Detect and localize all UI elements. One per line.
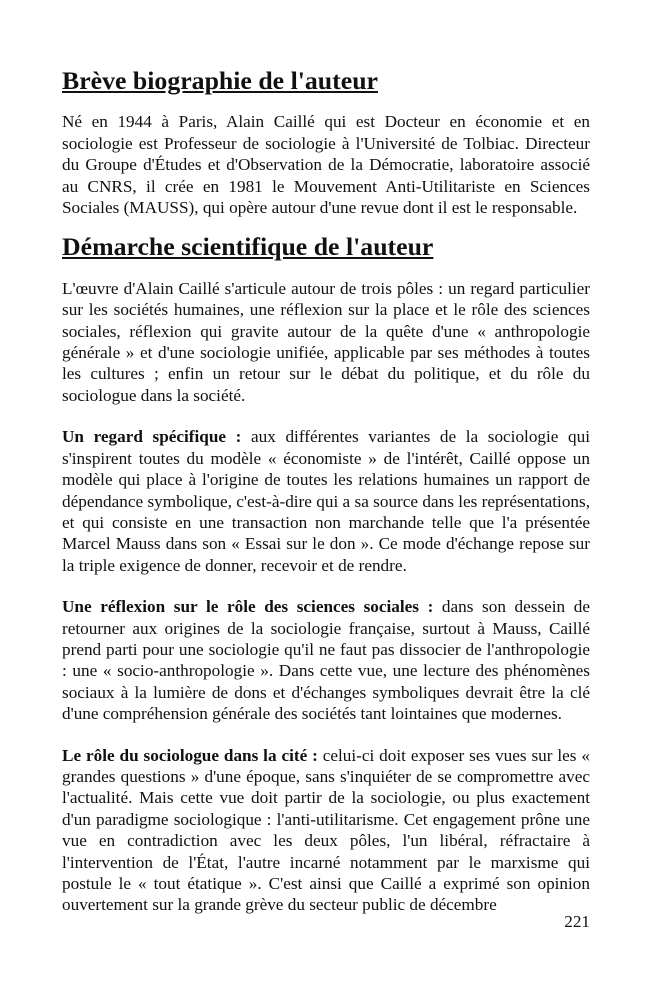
- point-lead-regard: Un regard spécifique :: [62, 427, 242, 447]
- page-body: [62, 66, 590, 916]
- point-paragraph-role: [62, 745, 590, 916]
- point-lead-role: Le rôle du sociologue dans la cité :: [62, 745, 318, 765]
- point-lead-reflexion: Une réflexion sur le rôle des sciences sociales :: [62, 597, 434, 617]
- point-text-regard: aux différentes variantes de la sociologie qui s'inspirent toutes du modèle « économiste » de l'intérêt, Caillé oppose un modèle qui place à l'origine de toutes les relations humaines un rapport de dépendance symbolique, c'est-à-dire qui a sa source dans les représentations, et qui consiste en une transaction non marchande telle que l'a présentée Marcel Mauss dans son « Essai sur le don ». Ce mode d'échange repose sur la triple exigence de donner, recevoir et de rendre.: [62, 427, 590, 575]
- method-intro-paragraph: L'œuvre d'Alain Caillé s'articule autour de trois pôles : un regard particulier sur les sociétés humaines, une réflexion sur la place et le rôle des sciences sociales, réflexion qui gravite autour de la quête d'une « anthropologie générale » et d'une sociologie unifiée, applicable par ses méthodes à toutes les cultures ; enfin un retour sur le débat du politique, et du rôle du sociologue dans la société.: [62, 278, 590, 405]
- page-number: 221: [564, 912, 590, 931]
- point-text-reflexion: dans son dessein de retourner aux origines de la sociologie française, surtout à Mauss, Caillé prend parti pour une sociologie qu'il ne faut pas dissocier de l'anthropologie : une « socio-anthropologie ». Dans cette vue, une lecture des phénomènes sociaux à la lumière de dons et d'échanges symboliques devrait être la clé d'une compréhension générale des sociétés tant lointaines que modernes.: [62, 597, 590, 724]
- point-paragraph-regard: [62, 426, 590, 576]
- section-heading-biography: Brève biographie de l'auteur: [62, 66, 378, 95]
- point-paragraph-reflexion: [62, 596, 590, 724]
- biography-paragraph: Né en 1944 à Paris, Alain Caillé qui est Docteur en économie et en sociologie est Professeur de sociologie à l'Université de Tolbiac. Directeur du Groupe d'Études et d'Observation de la Démocratie, laboratoire associé au CNRS, il crée en 1981 le Mouvement Anti-Utilitariste en Sciences Sociales (MAUSS), qui opère autour d'une revue dont il est le responsable.: [62, 112, 590, 218]
- section-heading-method: Démarche scientifique de l'auteur: [62, 232, 434, 262]
- point-text-role: celui-ci doit exposer ses vues sur les « grandes questions » d'une époque, sans s'inquiéter de se compromettre avec l'actualité. Mais cette vue doit partir de la sociologie, ou plus exactement d'un paradigme sociologique : l'anti-utilitarisme. Cet engagement prône une vue en contradiction avec les deux pôles, l'un libéral, réfractaire à l'intervention de l'État, l'autre incarné notamment par le marxisme qui postule le « tout étatique ». C'est ainsi que Caillé a exprimé son opinion ouvertement sur la grande grève du secteur public de décembre: [62, 745, 590, 915]
